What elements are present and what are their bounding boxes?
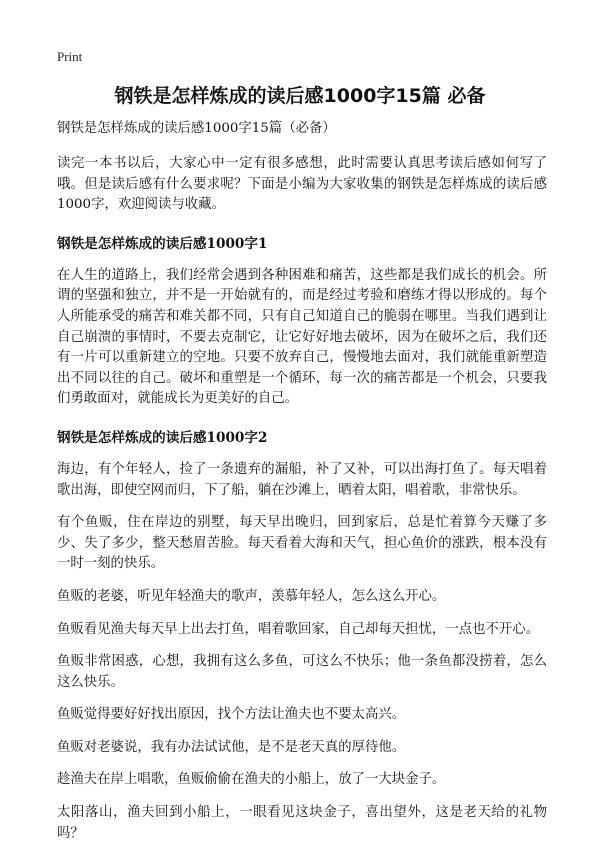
article-body [57, 118, 547, 856]
paragraph: 鱼贩对老婆说，我有办法试试他，是不是老天真的厚待他。 [57, 739, 406, 755]
section-heading: 钢铁是怎样炼成的读后感1000字2 [57, 429, 268, 446]
paragraph: 有个鱼贩，住在岸边的别墅，每天早出晚归，回到家后，总是忙着算今天赚了多少、失了多少，整天愁眉苦脸。每天看着大海和天气，担心鱼价的涨跌，根本没有一时一刻的快乐。 [57, 515, 547, 572]
article-subtitle: 钢铁是怎样炼成的读后感1000字15篇（必备） [57, 121, 336, 136]
paragraph: 鱼贩觉得要好好找出原因，找个方法让渔夫也不要太高兴。 [57, 707, 406, 723]
paragraph: 鱼贩的老婆，听见年轻渔夫的歌声，羡慕年轻人，怎么这么开心。 [57, 588, 446, 604]
section-heading: 钢铁是怎样炼成的读后感1000字1 [57, 235, 268, 252]
paragraph: 在人生的道路上，我们经常会遇到各种困难和痛苦，这些都是我们成长的机会。所谓的坚强和独立，并不是一开始就有的，而是经过考验和磨练才得以形成的。每个人所能承受的痛苦和难关都不同，只有自己知道自己的脆弱在哪里。当我们遇到让自己崩溃的事情时，不要去克制它，让它好好地去破坏，因为在破坏之后，我们还有一片可以重新建立的空地。只要不放弃自己，慢慢地去面对，我们就能重新塑造出不同以往的自己。破坏和重塑是一个循环，每一次的痛苦都是一个机会，只要我们勇敢面对，就能成长为更美好的自己。 [57, 267, 547, 407]
paragraph: 鱼贩非常困惑，心想，我拥有这么多鱼，可这么不快乐；他一条鱼都没捞着，怎么这么快乐。 [57, 654, 547, 690]
paragraph: 太阳落山，渔夫回到小船上，一眼看见这块金子，喜出望外，这是老天给的礼物吗？ [57, 805, 547, 841]
article-content [57, 154, 547, 844]
paragraph: 趁渔夫在岸上唱歌，鱼贩偷偷在渔夫的小船上，放了一大块金子。 [57, 772, 446, 788]
page-title: 钢铁是怎样炼成的读后感1000字15篇 必备 [114, 85, 486, 107]
print-link[interactable]: Print [57, 49, 83, 64]
paragraph: 读完一本书以后，大家心中一定有很多感想，此时需要认真思考读后感如何写了哦。但是读后感有什么要求呢？下面是小编为大家收集的钢铁是怎样炼成的读后感1000字，欢迎阅读与收藏。 [57, 156, 547, 213]
paragraph: 鱼贩看见渔夫每天早上出去打鱼，唱着歌回家，自己却每天担忧，一点也不开心。 [57, 621, 540, 637]
paragraph: 海边，有个年轻人，捡了一条遗弃的漏船，补了又补，可以出海打鱼了。每天唱着歌出海，即使空网而归，下了船，躺在沙滩上，晒着太阳，唱着歌，非常快乐。 [57, 461, 547, 498]
